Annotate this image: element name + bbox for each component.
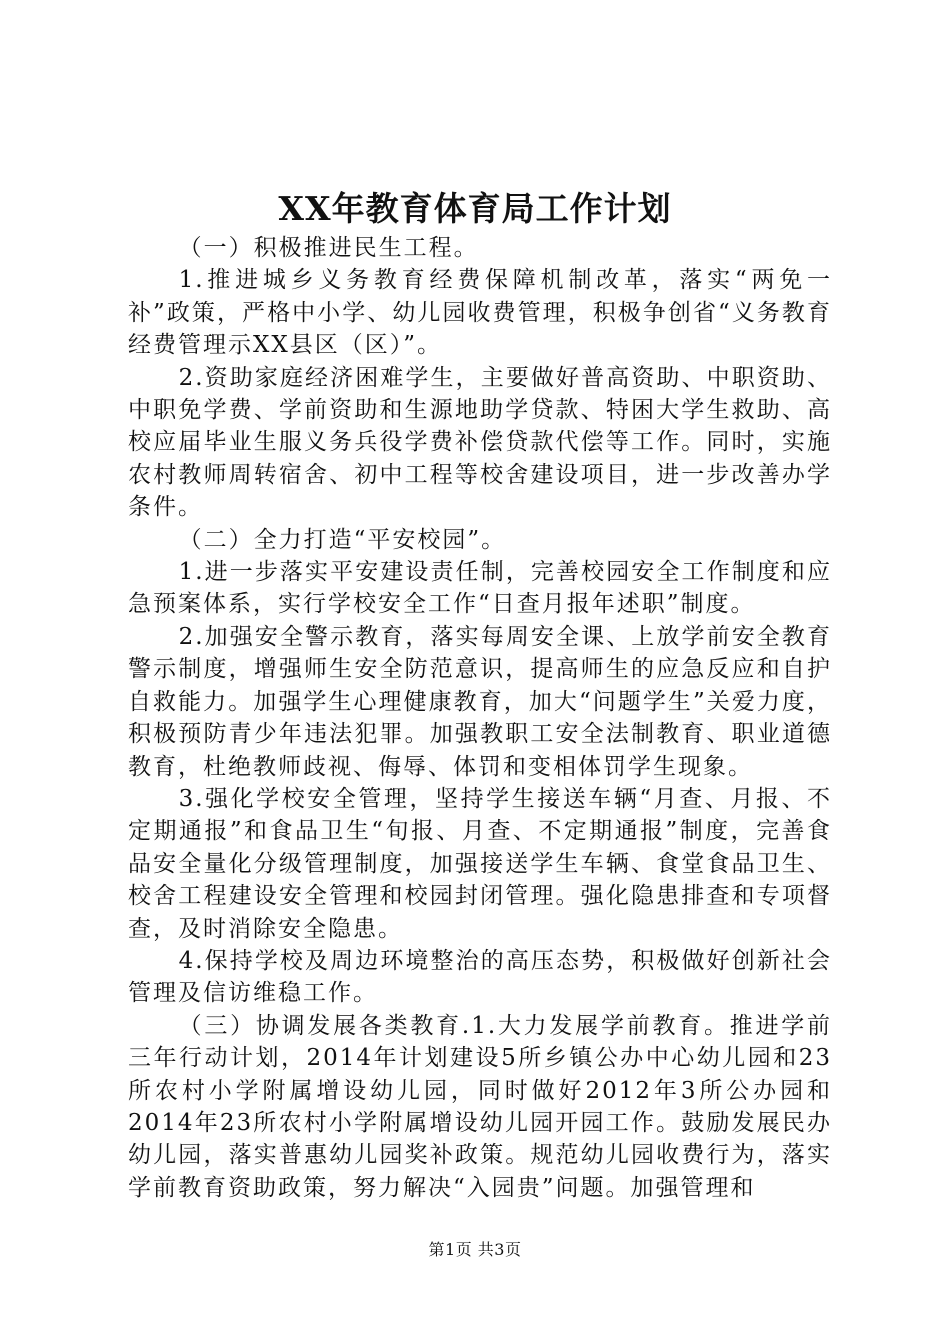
paragraph: 1.进一步落实平安建设责任制，完善校园安全工作制度和应急预案体系，实行学校安全工作“日查月报年述职”制度。 xyxy=(128,559,832,618)
section-heading: （一）积极推进民生工程。 xyxy=(178,235,479,261)
paragraph: 2.资助家庭经济困难学生，主要做好普高资助、中职资助、中职免学费、学前资助和生源地助学贷款、特困大学生救助、高校应届毕业生服义务兵役学费补偿贷款代偿等工作。同时，实施农村教师周转宿舍、初中工程等校舍建设项目，进一步改善办学条件。 xyxy=(128,364,832,521)
paragraph: 2.加强安全警示教育，落实每周安全课、上放学前安全教育警示制度，增强师生安全防范意识，提高师生的应急反应和自护自救能力。加强学生心理健康教育，加大“问题学生”关爱力度，积极预防青少年违法犯罪。加强教职工安全法制教育、职业道德教育，杜绝教师歧视、侮辱、体罚和变相体罚学生现象。 xyxy=(128,623,832,780)
paragraph: 1.推进城乡义务教育经费保障机制改革，落实“两免一补”政策，严格中小学、幼儿园收费管理，积极争创省“义务教育经费管理示XX县区（区）”。 xyxy=(128,267,832,359)
document-title: XX年教育体育局工作计划 xyxy=(278,189,672,228)
paragraph: 4.保持学校及周边环境整治的高压态势，积极做好创新社会管理及信访维稳工作。 xyxy=(128,947,832,1007)
document-body xyxy=(128,232,832,1204)
section-heading: （二）全力打造“平安校园”。 xyxy=(178,526,507,553)
page-footer: 第1页 共3页 xyxy=(428,1240,522,1259)
section-heading: （三）协调发展各类教育.1.大力发展学前教育。推进学前三年行动计划，2014年计划建设5所乡镇公办中心幼儿园和23所农村小学附属增设幼儿园，同时做好2012年3所公办园和2014年23所农村小学附属增设幼儿园开园工作。鼓励发展民办幼儿园，落实普惠幼儿园奖补政策。规范幼儿园收费行为，落实学前教育资助政策，努力解决“入园贵”问题。加强管理和 xyxy=(128,1012,832,1201)
paragraph: 3.强化学校安全管理，坚持学生接送车辆“月查、月报、不定期通报”和食品卫生“旬报、月查、不定期通报”制度，完善食品安全量化分级管理制度，加强接送学生车辆、食堂食品卫生、校舍工程建设安全管理和校园封闭管理。强化隐患排查和专项督查，及时消除安全隐患。 xyxy=(128,785,832,942)
